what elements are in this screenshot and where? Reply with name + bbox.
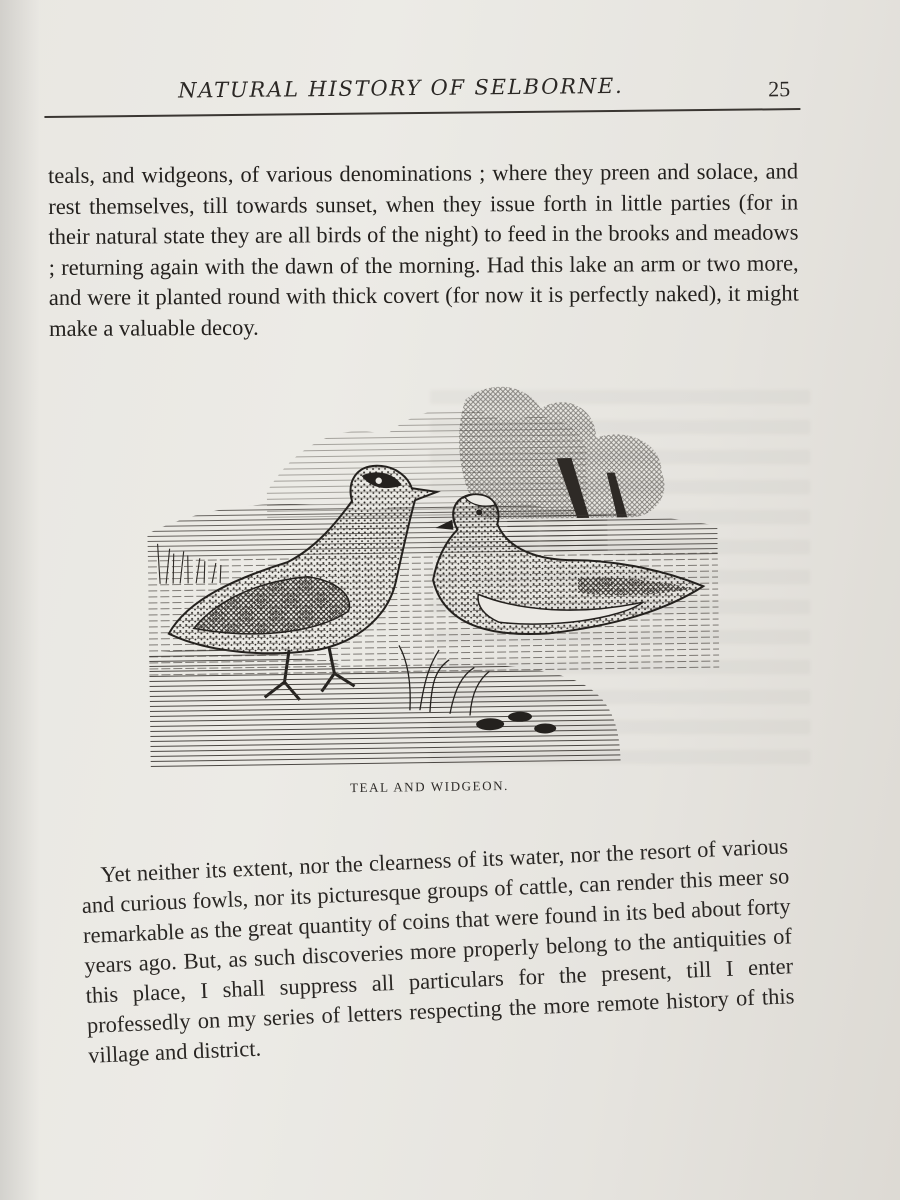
engraving-illustration <box>145 376 720 769</box>
page-gutter-shadow <box>0 0 40 1200</box>
bottom-paragraph: Yet neither its extent, nor the clearness of its water, nor the resort of various and curious fowls, nor its picturesque groups of cattle, can render this meer so remarkable as the great quantity of coins that were found in its bed about forty years ago. But, as such discoveries more properly belong to the antiquities of this place, I shall suppress all particulars for the present, till I enter professedly on my series of letters respecting the more remote history of this village and district. <box>81 832 795 1068</box>
running-title: NATURAL HISTORY OF SELBORNE. <box>178 73 624 103</box>
running-head <box>40 66 801 126</box>
illustration-caption: TEAL AND WIDGEON. <box>349 777 510 796</box>
teal-and-widgeon-icon <box>145 376 720 769</box>
page-number: 25 <box>768 76 791 102</box>
top-paragraph: teals, and widgeons, of various denominations ; where they preen and solace, and rest themselves, till towards sunset, when they issue forth in little parties (for in their natural state they are all birds of the night) to feed in the brooks and meadows ; returning again with the dawn of the morning. Had this lake an arm or two more, and were it planted round with thick covert (for now it is perfectly naked), it might make a valuable decoy. <box>48 157 799 340</box>
head-rule <box>44 108 800 118</box>
